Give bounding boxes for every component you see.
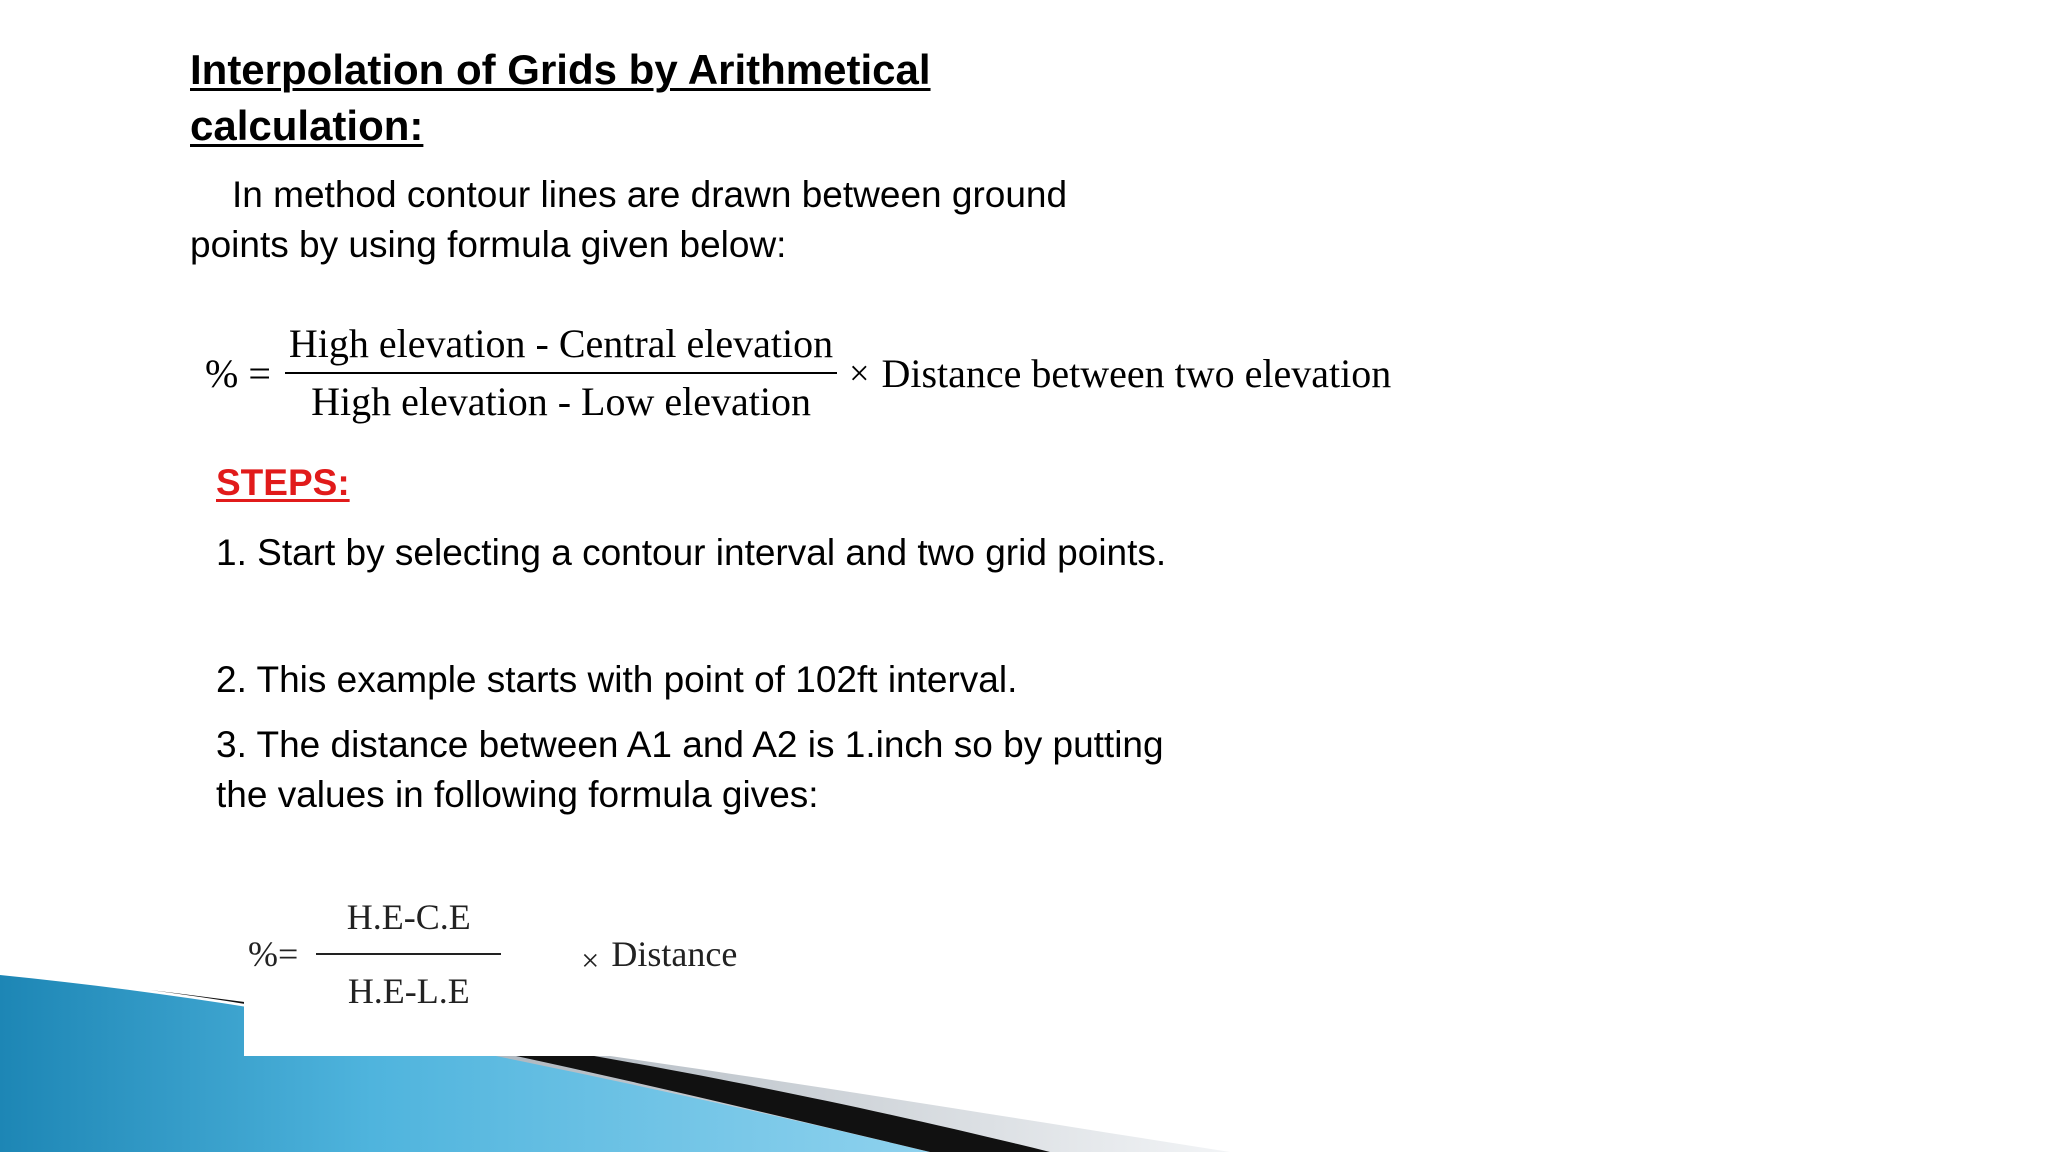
intro-line-1: In method contour lines are drawn between ground [232, 174, 1068, 215]
step-1: 1. Start by selecting a contour interval and two grid points. [216, 532, 1167, 573]
formula-rhs: Distance between two elevation [881, 350, 1392, 396]
step-3-line-1: 3. The distance between A1 and A2 is 1.inch so by putting [216, 724, 1164, 765]
formula-fraction [285, 322, 837, 424]
title-line-1: Interpolation of Grids by Arithmetical [190, 46, 931, 93]
formula2-numerator: H.E-C.E [316, 895, 501, 955]
multiply-sign: × [849, 353, 870, 393]
intro-paragraph [190, 170, 1190, 270]
abbreviated-formula [248, 895, 737, 1013]
intro-line-2: points by using formula given below: [190, 224, 787, 265]
formula-numerator: High elevation - Central elevation [285, 322, 837, 374]
step-3-line-2: the values in following formula gives: [216, 774, 819, 815]
title-line-2: calculation: [190, 102, 424, 149]
formula-denominator: High elevation - Low elevation [311, 379, 811, 424]
formula-lhs: % = [205, 350, 271, 396]
formula2-lhs: %= [248, 934, 299, 974]
steps-heading: STEPS: [216, 462, 350, 503]
step-3 [216, 720, 1316, 820]
formula2-rhs: Distance [611, 934, 738, 974]
formula2-denominator: H.E-L.E [347, 971, 470, 1011]
formula2-multiply-sign: × [581, 941, 600, 978]
step-2: 2. This example starts with point of 102ft interval. [216, 659, 1018, 700]
formula2-fraction [316, 895, 501, 1013]
slide-title [190, 42, 1090, 154]
general-formula [205, 318, 1391, 428]
